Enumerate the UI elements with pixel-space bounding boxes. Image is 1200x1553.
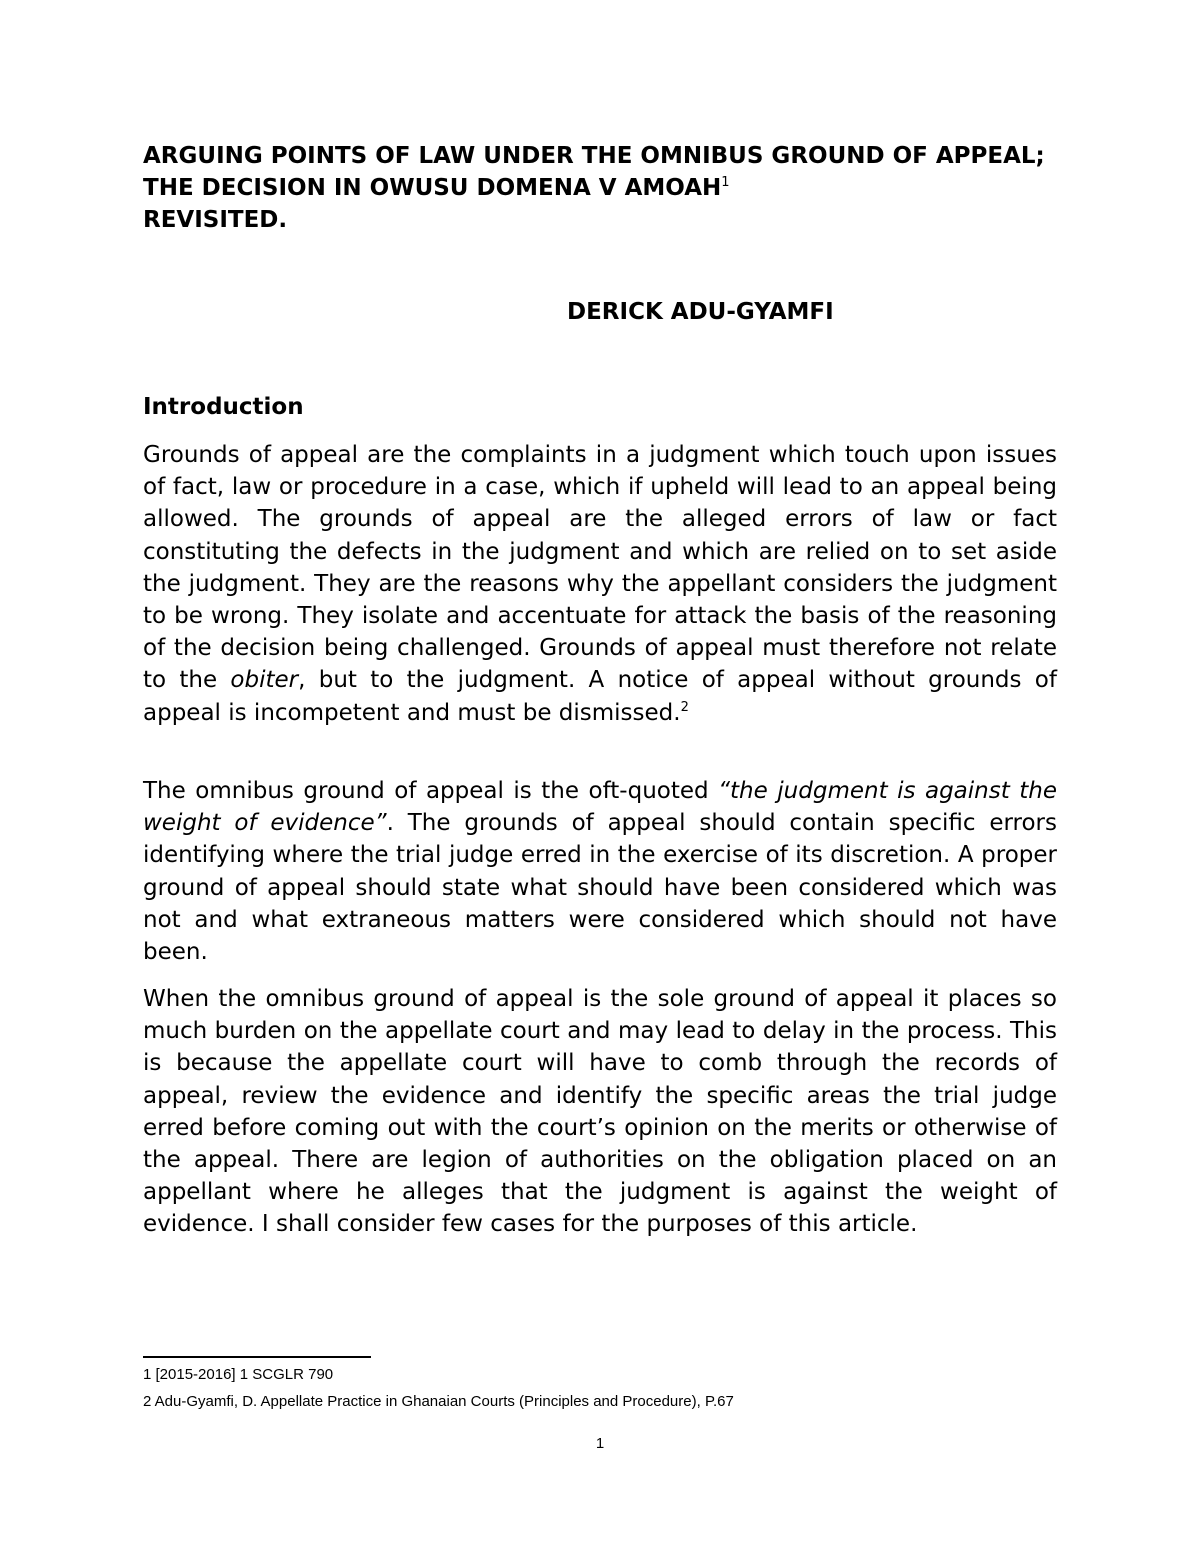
title-main-text: ARGUING POINTS OF LAW UNDER THE OMNIBUS GROUND OF APPEAL; THE DECISION IN OWUSU DOMENA V AMOAH [143, 143, 1045, 201]
paragraph-2-quote: “the judgment is against the weight of evidence” [143, 778, 1057, 837]
paragraph-3: When the omnibus ground of appeal is the sole ground of appeal it places so much burden on the appellate court and may lead to delay in the process. This is because the appellate court will have to comb through the records of appeal, review the evidence and identify the specific areas the trial judge erred before coming out with the court’s opinion on the merits or otherwise of the appeal. There are legion of authorities on the obligation placed on an appellant where he alleges that the judgment is against the weight of evidence. I shall consider few cases for the purposes of this article. [143, 986, 1057, 1238]
page-number: 1 [595, 1435, 605, 1452]
paragraph-1-footnote-ref[interactable]: 2 [680, 699, 689, 715]
document-title [143, 140, 1063, 236]
footnote-separator [143, 1356, 371, 1358]
paragraph-1-italic: obiter [230, 667, 299, 694]
paragraph-1-text: Grounds of appeal are the complaints in a judgment which touch upon issues of fact, law or procedure in a case, which if upheld will lead to an appeal being allowed. The grounds of appeal are the alleged errors of law or fact constituting the defects in the judgment and which are relied on to set aside the judgment. They are the reasons why the appellant considers the judgment to be wrong. They isolate and accentuate for attack the basis of the reasoning of the decision being challenged. Grounds of appeal must therefore not relate to the [143, 442, 1057, 694]
footnote-2: 2 Adu-Gyamfi, D. Appellate Practice in Ghanaian Courts (Principles and Procedure), P.67 [143, 1393, 734, 1410]
paragraph-1-text-end: , but to the judgment. A notice of appeal without grounds of appeal is incompetent and must be dismissed. [143, 667, 1057, 726]
paragraph-2-text-end: . The grounds of appeal should contain specific errors identifying where the trial judge erred in the exercise of its discretion. A proper ground of appeal should state what should have been considered which was not and what extraneous matters were considered which should not have been. [143, 810, 1058, 966]
paragraph-1 [143, 439, 1057, 729]
paragraph-2-text: The omnibus ground of appeal is the oft-quoted [143, 778, 719, 804]
author-name: DERICK ADU-GYAMFI [567, 299, 834, 325]
title-footnote-ref[interactable]: 1 [721, 175, 730, 190]
section-heading: Introduction [143, 394, 304, 420]
footnote-1: 1 [2015-2016] 1 SCGLR 790 [143, 1366, 334, 1383]
title-end-text: REVISITED. [143, 207, 288, 233]
paragraph-2 [143, 775, 1057, 968]
